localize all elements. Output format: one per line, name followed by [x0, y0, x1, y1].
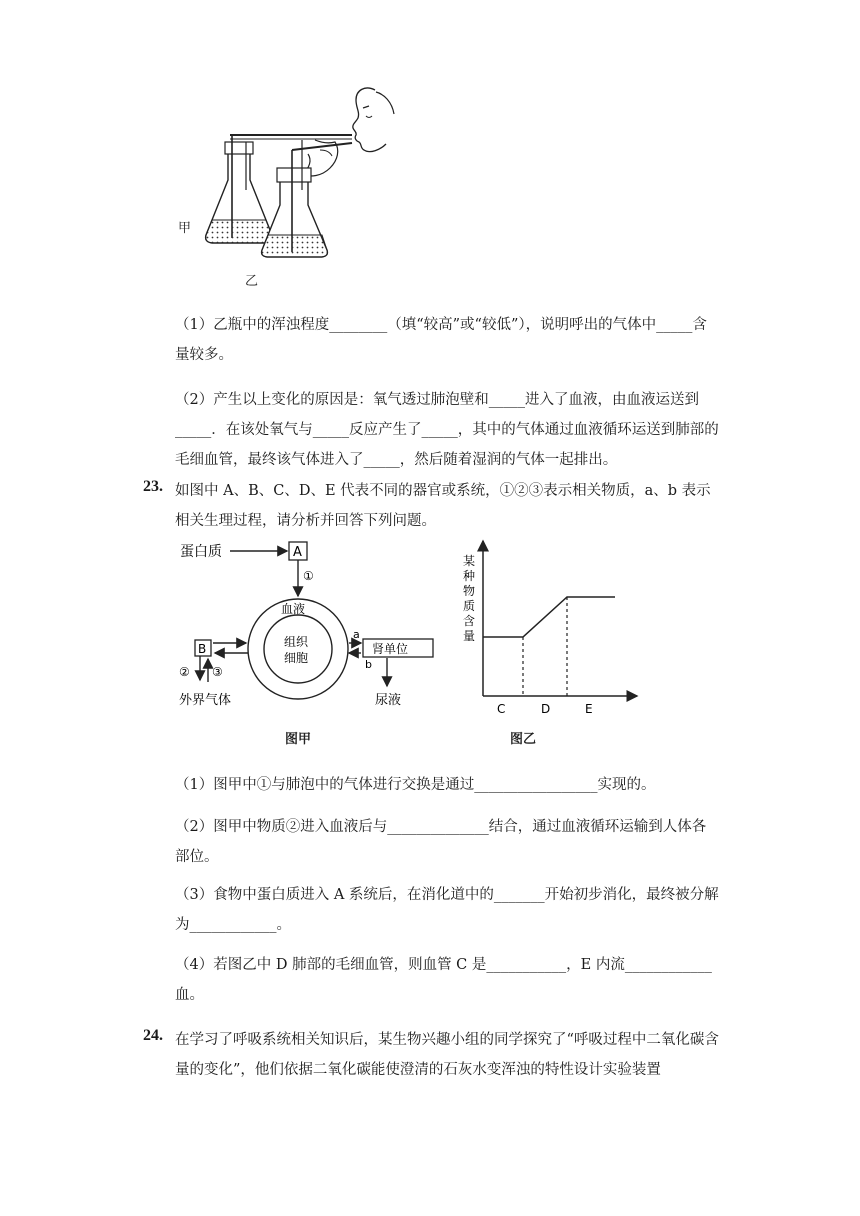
q23-stem: 如图中 A、B、C、D、E 代表不同的器官或系统，①②③表示相关物质，a、b 表示相关生理过程，请分析并回答下列问题。: [175, 483, 711, 529]
process-a-label: a: [353, 628, 360, 641]
svg-text:某种物质含量: [463, 554, 475, 643]
q23-part1: （1）图甲中①与肺泡中的气体进行交换是通过_________________实现的。: [175, 777, 656, 793]
tissue-circle: [264, 615, 332, 683]
protein-label: 蛋白质: [180, 544, 222, 560]
circle-3-label: ③: [212, 665, 223, 679]
blood-label: 血液: [281, 602, 306, 616]
flask-jia-label: 甲: [178, 221, 192, 236]
q24-number: 24.: [143, 1027, 163, 1044]
y-axis-label: [463, 554, 475, 643]
circle-2-label: ②: [179, 665, 190, 679]
y-axis-label-char: 量: [463, 629, 476, 643]
figure-jia-caption: 图甲: [285, 732, 312, 747]
content-curve: [483, 597, 615, 637]
y-axis-label-char: 含: [463, 614, 476, 628]
segment-d-label: D: [541, 702, 551, 716]
circle-1-label: ①: [303, 569, 314, 583]
q23-part3: （3）食物中蛋白质进入 A 系统后，在消化道中的_______开始初步消化，最终被分解为____________。: [175, 887, 719, 933]
q24-stem: 在学习了呼吸系统相关知识后，某生物兴趣小组的同学探究了“呼吸过程中二氧化碳含量的变化”，他们依据二氧化碳能使澄清的石灰水变浑浊的特性设计实验装置: [175, 1032, 719, 1078]
outside-air-label: 外界气体: [179, 693, 232, 708]
q23-part4: （4）若图乙中 D 肺部的毛细血管，则血管 C 是___________，E 内流____________血。: [175, 957, 712, 1003]
figure-yi-caption: 图乙: [510, 732, 537, 747]
box-b-label: B: [198, 642, 207, 656]
y-axis-label-char: 质: [463, 599, 476, 613]
segment-e-label: E: [585, 702, 593, 716]
urine-label: 尿液: [375, 693, 402, 708]
process-b-label: b: [365, 658, 372, 671]
kidney-label: 肾单位: [372, 642, 409, 656]
q23-part2: （2）图甲中物质②进入血液后与______________结合，通过血液循环运输到人体各部位。: [175, 819, 707, 865]
figure-jia-diagram: [175, 538, 445, 748]
box-a-label: A: [293, 545, 302, 560]
breathing-apparatus-figure: [170, 80, 400, 295]
figure-yi-graph: [455, 535, 645, 750]
y-axis-label-char: 种: [463, 569, 476, 583]
tissue-label-2: 细胞: [284, 651, 309, 665]
flask-yi-label: 乙: [245, 274, 259, 289]
q23-number: 23.: [143, 478, 163, 495]
q22-part1: （1）乙瓶中的浑浊程度________（填“较高”或“较低”），说明呼出的气体中_____含量较多。: [175, 317, 707, 363]
segment-c-label: C: [497, 702, 506, 716]
q22-part2: （2）产生以上变化的原因是：氧气透过肺泡壁和_____进入了血液，由血液运送到_____．在该处氧气与_____反应产生了_____，其中的气体通过血液循环运送到肺部的毛细血管，最终该气体进入了_____，然后随着湿润的气体一起排出。: [175, 392, 719, 468]
y-axis-label-char: 某: [463, 554, 476, 568]
y-axis-label-char: 物: [463, 584, 476, 598]
tissue-label-1: 组织: [284, 635, 309, 649]
